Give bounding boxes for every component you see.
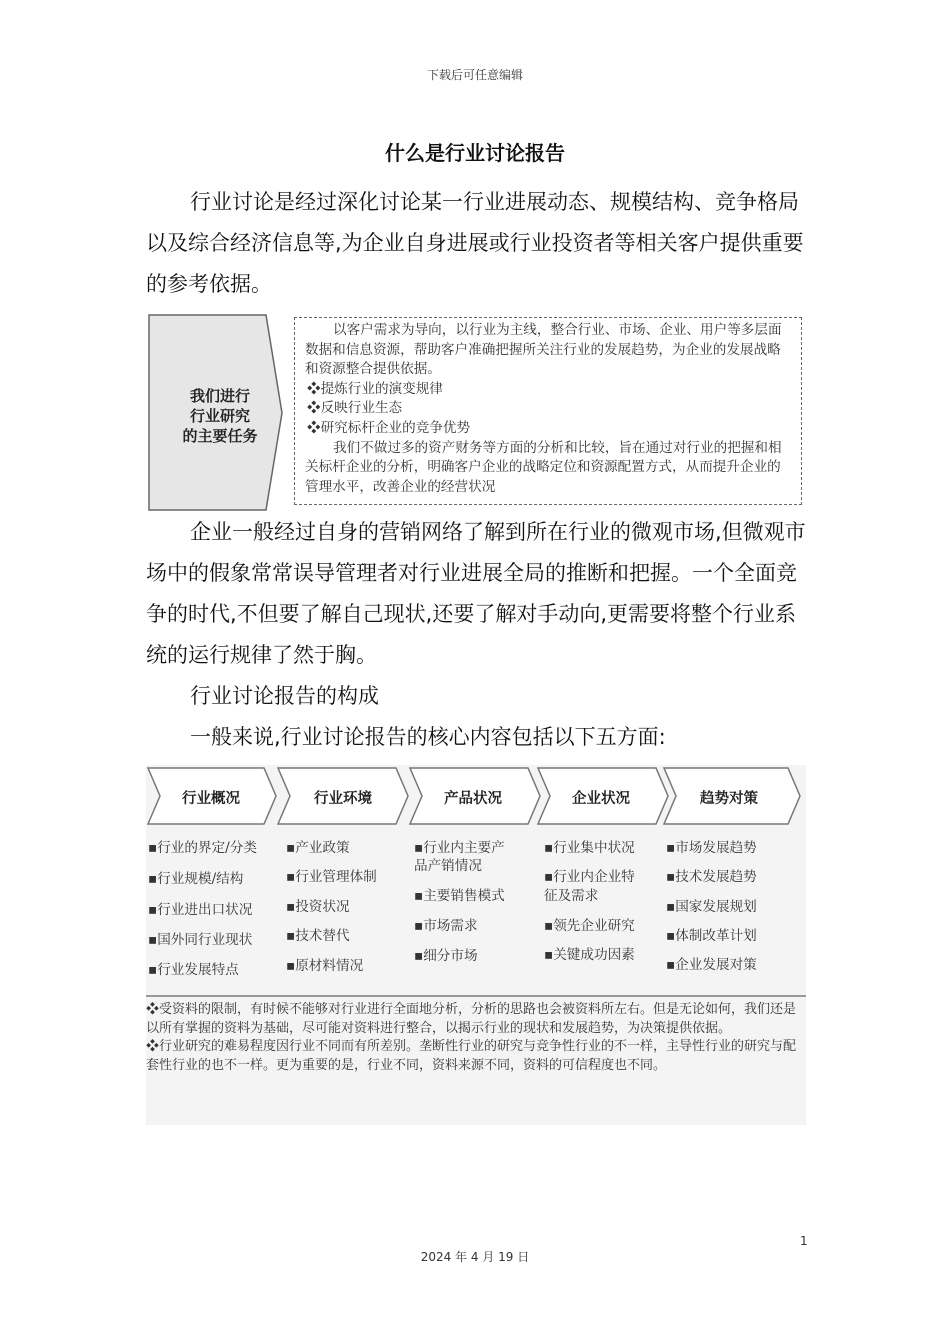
report-structure-figure: [146, 765, 806, 1125]
heading-product-status: 产品状况: [444, 791, 502, 807]
list-item: ▪投资状况: [286, 899, 350, 915]
paragraph-core-content: 一般来说,行业讨论报告的核心内容包括以下五方面:: [190, 725, 666, 749]
page-title: 什么是行业讨论报告: [385, 141, 565, 165]
paragraph-report-composition: 行业讨论报告的构成: [190, 684, 379, 708]
list-item: ▪行业规模/结构: [148, 871, 244, 887]
footer-date: 2024 年 4 月 19 日: [420, 1250, 530, 1264]
list-item: ▪技术替代: [286, 928, 350, 944]
tasks-description-box: [294, 317, 802, 505]
heading-industry-overview: 行业概况: [182, 791, 240, 807]
list-item: ▪细分市场: [414, 948, 478, 964]
list-item: ▪技术发展趋势: [666, 869, 757, 885]
paragraph-intro: 行业讨论是经过深化讨论某一行业进展动态、规模结构、竞争格局以及综合经济信息等,为企业自身进展或行业投资者等相关客户提供重要的参考依据。: [146, 190, 804, 296]
figure-note: ❖受资料的限制，有时候不能够对行业进行全面地分析，分析的思路也会被资料所左右。但是无论如何，我们还是以所有掌握的资料为基础，尽可能对资料进行整合，以揭示行业的现状和发展趋势，为决策提供依据。: [146, 1002, 797, 1036]
list-item: ▪国家发展规划: [666, 899, 757, 915]
tasks-label-line: 的主要任务: [182, 427, 258, 445]
list-item: 征及需求: [544, 888, 599, 904]
heading-trends-strategies: 趋势对策: [700, 791, 758, 807]
figure-note: ❖行业研究的难易程度因行业不同而有所差别。垄断性行业的研究与竞争性行业的不一样，主导性行业的研究与配套性行业的也不一样。更为重要的是，行业不同，资料来源不同，资料的可信程度也不同。: [146, 1039, 797, 1073]
paragraph-market: 企业一般经过自身的营销网络了解到所在行业的微观市场,但微观市场中的假象常常误导管理者对行业进展全局的推断和把握。一个全面竞争的时代,不但要了解自己现状,还要了解对手动向,更需要将整个行业系统的运行规律了然于胸。: [146, 520, 806, 667]
tasks-bullet: ❖反映行业生态: [307, 400, 403, 417]
tasks-closing-text: 我们不做过多的资产财务等方面的分析和比较，旨在通过对行业的把握和相关标杆企业的分析，明确客户企业的战略定位和资源配置方式，从而提升企业的管理水平，改善企业的经营状况: [305, 439, 782, 495]
list-item: ▪原材料情况: [286, 958, 364, 974]
list-item: ▪产业政策: [286, 840, 350, 856]
tasks-label: [170, 386, 270, 446]
header-note: 下载后可任意编辑: [426, 68, 523, 82]
list-item: ▪市场需求: [414, 918, 478, 934]
list-item: 品产销情况: [414, 858, 482, 874]
list-item: ▪企业发展对策: [666, 957, 757, 973]
tasks-bullet: ❖提炼行业的演变规律: [307, 380, 443, 397]
heading-enterprise-status: 企业状况: [572, 791, 630, 807]
tasks-label-line: 行业研究: [189, 407, 250, 425]
list-item: ▪行业发展特点: [148, 962, 239, 978]
list-item: ▪国外同行业现状: [148, 932, 253, 948]
figure-notes: [146, 995, 806, 1075]
tasks-label-line: 我们进行: [189, 387, 250, 405]
page-number: 1: [800, 1234, 808, 1248]
list-item: ▪关键成功因素: [544, 947, 635, 963]
list-item: ▪市场发展趋势: [666, 840, 757, 856]
research-tasks-figure: [148, 314, 808, 512]
list-item: ▪行业内主要产: [414, 840, 505, 856]
list-item: ▪行业的界定/分类: [148, 840, 257, 856]
list-item: ▪领先企业研究: [544, 918, 635, 934]
list-item: ▪体制改革计划: [666, 928, 757, 944]
list-item: ▪行业管理体制: [286, 869, 377, 885]
tasks-intro-text: 以客户需求为导向，以行业为主线，整合行业、市场、企业、用户等多层面数据和信息资源，帮助客户准确把握所关注行业的发展趋势，为企业的发展战略和资源整合提供依据。: [305, 322, 782, 378]
list-item: ▪行业进出口状况: [148, 902, 253, 918]
heading-industry-environment: 行业环境: [314, 791, 372, 807]
list-item: ▪主要销售模式: [414, 888, 505, 904]
list-item: ▪行业内企业特: [544, 869, 635, 885]
list-item: ▪行业集中状况: [544, 840, 635, 856]
tasks-bullet: ❖研究标杆企业的竞争优势: [307, 419, 471, 436]
